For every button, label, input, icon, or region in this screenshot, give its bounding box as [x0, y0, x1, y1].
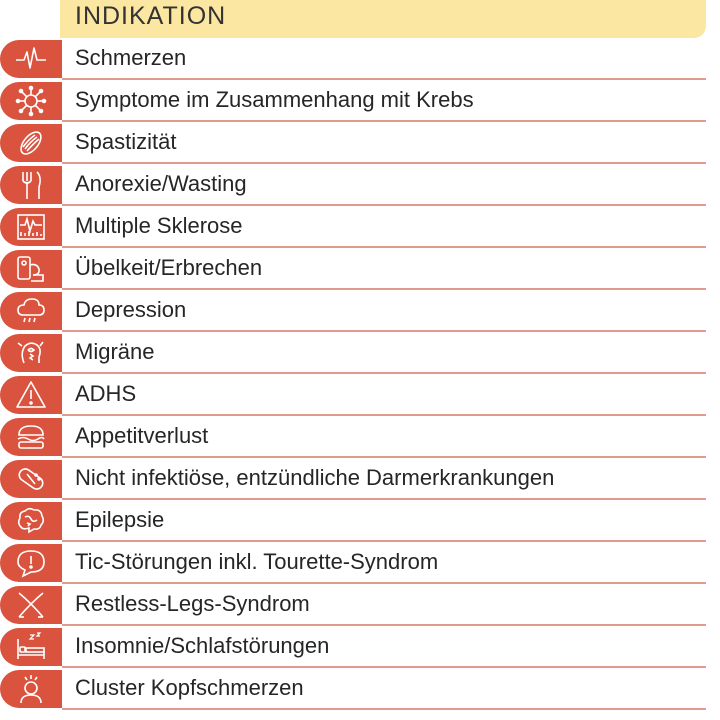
list-item — [0, 206, 706, 248]
monitor-icon — [15, 211, 47, 243]
indication-label: Spastizität — [75, 129, 177, 154]
capsule-icon — [15, 463, 47, 495]
badge — [0, 292, 62, 330]
list-item — [0, 248, 706, 290]
list-item — [0, 584, 706, 626]
list-item — [0, 542, 706, 584]
speech-bubble-icon — [15, 547, 47, 579]
badge — [0, 166, 62, 204]
indication-label: Migräne — [75, 339, 155, 364]
rain-cloud-icon — [15, 295, 47, 327]
table-header — [60, 0, 706, 38]
indication-label: Tic-Störungen inkl. Tourette-Syndrom — [75, 549, 439, 574]
pulse-icon — [15, 43, 47, 75]
badge — [0, 418, 62, 456]
badge — [0, 124, 62, 162]
brain-icon — [15, 505, 47, 537]
badge — [0, 628, 62, 666]
nausea-icon — [15, 253, 47, 285]
list-item — [0, 38, 706, 80]
badge — [0, 670, 62, 708]
list-item — [0, 122, 706, 164]
indication-label: Multiple Sklerose — [75, 213, 243, 238]
indication-list — [0, 38, 706, 710]
indication-label: Symptome im Zusammenhang mit Krebs — [75, 87, 474, 112]
list-item — [0, 626, 706, 668]
badge — [0, 250, 62, 288]
badge — [0, 502, 62, 540]
indication-label: Schmerzen — [75, 45, 187, 70]
list-item — [0, 164, 706, 206]
badge — [0, 544, 62, 582]
indication-label: Appetitverlust — [75, 423, 209, 448]
list-item — [0, 416, 706, 458]
list-item — [0, 80, 706, 122]
header-title: INDIKATION — [75, 2, 227, 30]
migraine-icon — [15, 337, 47, 369]
list-item — [0, 332, 706, 374]
bed-icon — [15, 631, 47, 663]
indication-label: Epilepsie — [75, 507, 165, 532]
indication-label: Übelkeit/Erbrechen — [75, 255, 263, 280]
burger-icon — [15, 421, 47, 453]
indication-label: Insomnie/Schlafstörungen — [75, 633, 330, 658]
list-item — [0, 374, 706, 416]
list-item — [0, 458, 706, 500]
fork-knife-icon — [15, 169, 47, 201]
virus-icon — [15, 85, 47, 117]
badge — [0, 208, 62, 246]
indication-label: Restless-Legs-Syndrom — [75, 591, 310, 616]
indication-label: Anorexie/Wasting — [75, 171, 247, 196]
list-item — [0, 500, 706, 542]
badge — [0, 376, 62, 414]
list-item — [0, 290, 706, 332]
badge — [0, 460, 62, 498]
indication-label: Nicht infektiöse, entzündliche Darmerkrankungen — [75, 465, 555, 490]
legs-icon — [15, 589, 47, 621]
badge — [0, 334, 62, 372]
indication-label: ADHS — [75, 381, 137, 406]
warning-icon — [15, 379, 47, 411]
badge — [0, 586, 62, 624]
badge — [0, 40, 62, 78]
row-separator — [62, 708, 706, 710]
badge — [0, 82, 62, 120]
list-item — [0, 668, 706, 710]
indication-label: Cluster Kopfschmerzen — [75, 675, 304, 700]
muscle-icon — [15, 127, 47, 159]
indication-label: Depression — [75, 297, 187, 322]
headache-icon — [15, 673, 47, 705]
